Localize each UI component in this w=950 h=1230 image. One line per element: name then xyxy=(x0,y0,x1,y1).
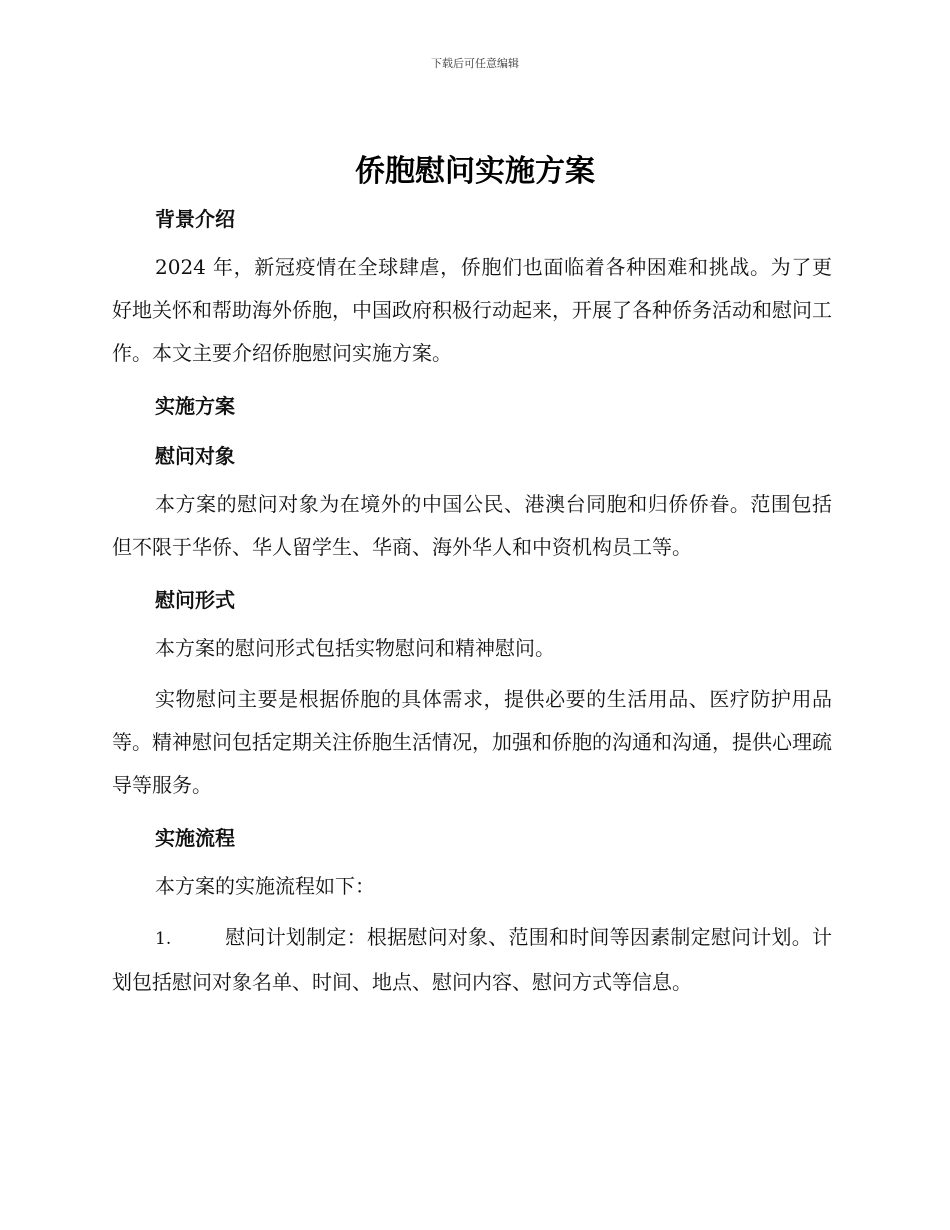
paragraph-target: 本方案的慰问对象为在境外的中国公民、港澳台同胞和归侨侨眷。范围包括但不限于华侨、华人留学生、华商、海外华人和中资机构员工等。 xyxy=(112,492,832,559)
paragraph-process-intro: 本方案的实施流程如下： xyxy=(155,874,375,898)
paragraph-form-2: 实物慰问主要是根据侨胞的具体需求，提供必要的生活用品、医疗防护用品等。精神慰问包括定期关注侨胞生活情况，加强和侨胞的沟通和沟通，提供心理疏导等服务。 xyxy=(112,687,832,797)
heading-background: 背景介绍 xyxy=(155,207,235,231)
heading-target: 慰问对象 xyxy=(155,444,235,468)
heading-form: 慰问形式 xyxy=(155,588,235,612)
list-item-number: 1. xyxy=(155,929,172,949)
document-body xyxy=(112,196,832,1004)
heading-plan: 实施方案 xyxy=(155,394,235,418)
list-item-text: 慰问计划制定：根据慰问对象、范围和时间等因素制定慰问计划。计划包括慰问对象名单、时间、地点、慰问内容、慰问方式等信息。 xyxy=(112,925,832,994)
document-title: 侨胞慰问实施方案 xyxy=(355,154,595,189)
paragraph-background: 2024 年，新冠疫情在全球肆虐，侨胞们也面临着各种困难和挑战。为了更好地关怀和帮助海外侨胞，中国政府积极行动起来，开展了各种侨务活动和慰问工作。本文主要介绍侨胞慰问实施方案。 xyxy=(112,255,832,365)
list-item xyxy=(112,916,832,1004)
header-note: 下载后可任意编辑 xyxy=(431,57,519,70)
paragraph-form-1: 本方案的慰问形式包括实物慰问和精神慰问。 xyxy=(155,636,555,660)
heading-process: 实施流程 xyxy=(155,826,235,850)
